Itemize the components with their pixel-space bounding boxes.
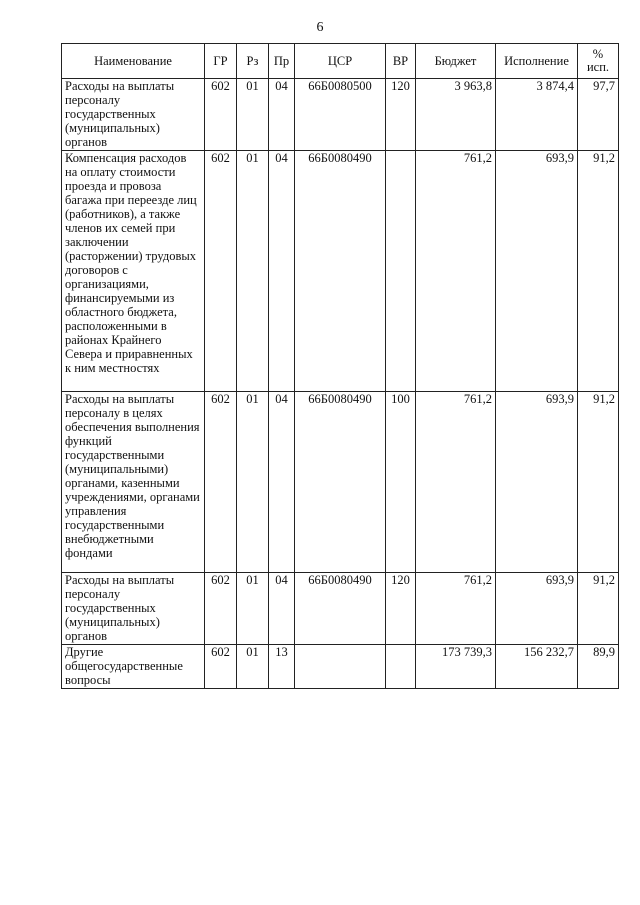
cell-csr: 66Б0080490: [295, 151, 386, 392]
cell-csr: 66Б0080490: [295, 573, 386, 645]
cell-percent: 89,9: [578, 645, 619, 689]
cell-percent: 91,2: [578, 151, 619, 392]
cell-rz: 01: [237, 151, 269, 392]
cell-gr: 602: [205, 151, 237, 392]
cell-pr: 13: [269, 645, 295, 689]
cell-pr: 04: [269, 573, 295, 645]
header-pr: Пр: [269, 44, 295, 79]
cell-name: Расходы на выплаты персоналу в целях обеспечения выполнения функций государственными (муниципальными) органами, казенными учреждениями, органами управления государственными внебюджетными фондами: [62, 392, 205, 573]
cell-gr: 602: [205, 645, 237, 689]
cell-budget: 761,2: [416, 573, 496, 645]
cell-vr: [386, 645, 416, 689]
cell-pr: 04: [269, 392, 295, 573]
cell-name: Другие общегосударственные вопросы: [62, 645, 205, 689]
header-percent-symbol: %: [592, 47, 604, 61]
cell-execution: 693,9: [496, 573, 578, 645]
cell-rz: 01: [237, 645, 269, 689]
table-row: [62, 573, 619, 645]
cell-pr: 04: [269, 79, 295, 151]
header-rz: Рз: [237, 44, 269, 79]
cell-budget: 173 739,3: [416, 645, 496, 689]
cell-gr: 602: [205, 79, 237, 151]
header-percent-label: исп.: [586, 60, 610, 74]
header-execution: Исполнение: [496, 44, 578, 79]
header-name: Наименование: [62, 44, 205, 79]
cell-csr: 66Б0080500: [295, 79, 386, 151]
header-percent: [578, 44, 619, 79]
cell-execution: 156 232,7: [496, 645, 578, 689]
cell-execution: 693,9: [496, 151, 578, 392]
cell-percent: 91,2: [578, 392, 619, 573]
cell-vr: 100: [386, 392, 416, 573]
header-gr: ГР: [205, 44, 237, 79]
table-row: [62, 392, 619, 573]
cell-execution: 693,9: [496, 392, 578, 573]
table-row: [62, 79, 619, 151]
cell-csr: [295, 645, 386, 689]
cell-rz: 01: [237, 79, 269, 151]
header-row: [62, 44, 619, 79]
page-number: 6: [316, 20, 324, 35]
cell-rz: 01: [237, 392, 269, 573]
cell-rz: 01: [237, 573, 269, 645]
cell-gr: 602: [205, 573, 237, 645]
cell-name: Расходы на выплаты персоналу государственных (муниципальных) органов: [62, 573, 205, 645]
cell-pr: 04: [269, 151, 295, 392]
cell-budget: 3 963,8: [416, 79, 496, 151]
cell-percent: 97,7: [578, 79, 619, 151]
cell-vr: [386, 151, 416, 392]
budget-execution-table: [61, 43, 619, 689]
cell-csr: 66Б0080490: [295, 392, 386, 573]
cell-name: Расходы на выплаты персоналу государственных (муниципальных) органов: [62, 79, 205, 151]
header-budget: Бюджет: [416, 44, 496, 79]
header-vr: ВР: [386, 44, 416, 79]
cell-execution: 3 874,4: [496, 79, 578, 151]
cell-vr: 120: [386, 79, 416, 151]
cell-budget: 761,2: [416, 392, 496, 573]
header-csr: ЦСР: [295, 44, 386, 79]
cell-name: Компенсация расходов на оплату стоимости проезда и провоза багажа при переезде лиц (работников), а также членов их семей при заключении (расторжении) трудовых договоров с организациями, финансируемыми из областного бюджета, расположенными в районах Крайнего Севера и приравненных к ним местностях: [62, 151, 205, 392]
table-row: [62, 645, 619, 689]
cell-gr: 602: [205, 392, 237, 573]
cell-percent: 91,2: [578, 573, 619, 645]
cell-vr: 120: [386, 573, 416, 645]
table-row: [62, 151, 619, 392]
cell-budget: 761,2: [416, 151, 496, 392]
